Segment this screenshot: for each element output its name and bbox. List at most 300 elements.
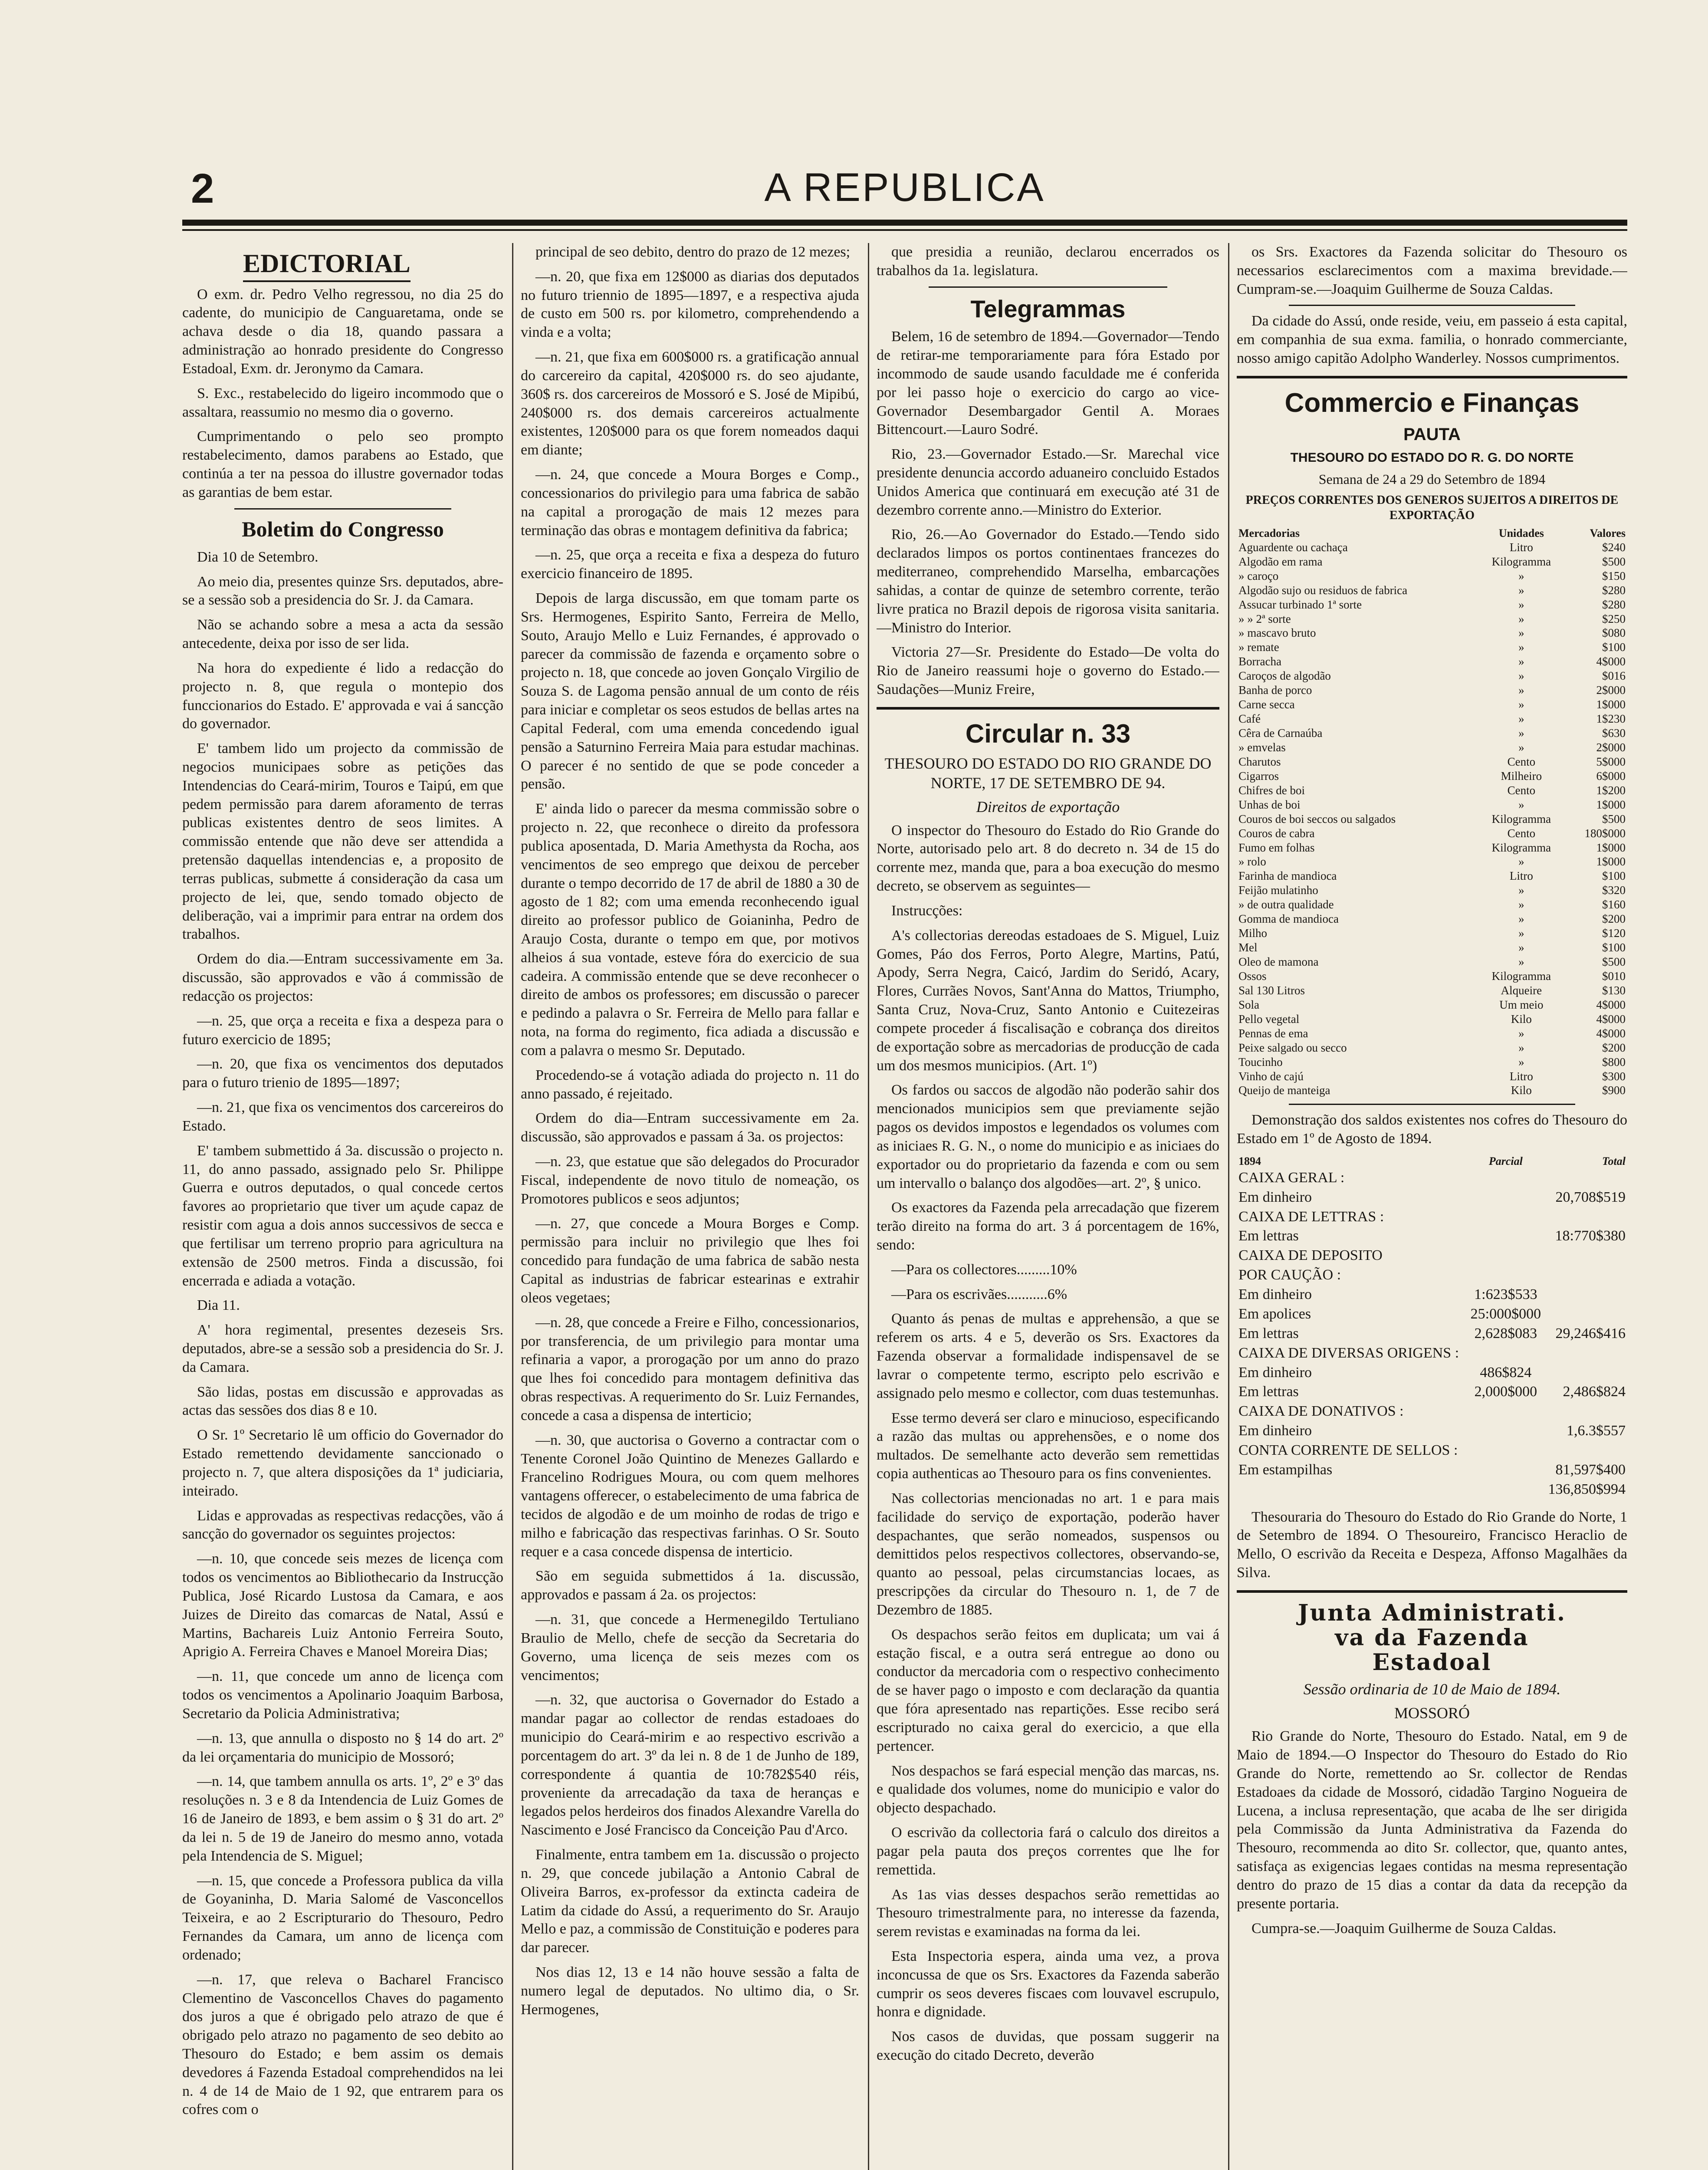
paragraph: Depois de larga discussão, em que tomam parte os Srs. Hermogenes, Espirito Santo, Ferreira de Mello, Souto, Araujo Mello e Luiz Fernandes, é approvado o parecer da commissão de fazenda e orçamento sobre o projecto n. 18, que concede ao joven Gonçalo Virgilio de Souza S. de Lagoma pensão annual de um conto de réis para iniciar e completar os seos estudos de bellas artes na Capital Federal, com uma emenda concedendo igual pensão a Saturnino Ferreira Maia para estudar machinas. O parecer é no sentido de que se pode conceder a pensão.	[521, 590, 859, 792]
paragraph: Rio, 23.—Governador Estado.—Sr. Marechal vice presidente denuncia accordo aduaneiro concluido Estados Unidos America que continuará em execução até 31 de dezembro corrente anno.—Ministro do Exterior.	[877, 446, 1219, 518]
table-cell: POR CAUÇÃO :	[1238, 1267, 1341, 1283]
table-cell: Couros de boi seccos ou salgados	[1238, 812, 1396, 825]
column-divider	[868, 243, 869, 2170]
table-cell: 1$000	[1596, 841, 1626, 854]
table-cell: »	[1518, 727, 1524, 740]
section-separator	[1237, 1590, 1627, 1593]
paragraph: Nos dias 12, 13 e 14 não houve sessão a falta de numero legal de deputados. No ultimo dia, o Sr. Hermogenes,	[521, 1964, 859, 2018]
junta-heading	[1237, 1601, 1627, 1675]
table-cell: CAIXA GERAL :	[1238, 1169, 1345, 1186]
finance-table	[1237, 1154, 1627, 1499]
table-cell: 1$000	[1596, 855, 1626, 868]
paragraph: Instrucções:	[891, 902, 963, 919]
telegrams-body	[877, 328, 1219, 699]
paragraph: Nos despachos se fará especial menção das marcas, ns. e qualidade dos volumes, nome do municipio e valor do objecto despachado.	[877, 1762, 1219, 1816]
paragraph: —n. 13, que annulla o disposto no § 14 do art. 2º da lei orçamentaria do municipio de Mossoró;	[182, 1730, 503, 1765]
table-cell: Em apolices	[1238, 1305, 1311, 1322]
table-row	[1237, 1402, 1627, 1421]
table-cell: »	[1518, 669, 1524, 683]
page-number: 2	[191, 165, 214, 212]
junta-session: Sessão ordinaria de 10 de Maio de 1894.	[1303, 1680, 1561, 1698]
editorial-body	[182, 286, 503, 502]
table-row	[1237, 1069, 1627, 1084]
table-cell: Chifres de boi	[1238, 783, 1305, 797]
table-cell: Em dinheiro	[1238, 1286, 1312, 1303]
column-2	[521, 243, 859, 2170]
table-cell: 4$000	[1596, 1012, 1626, 1026]
finance-col-header: 1894	[1238, 1155, 1261, 1168]
table-cell	[1544, 1168, 1627, 1188]
table-cell	[1468, 1402, 1544, 1421]
table-row	[1237, 598, 1627, 612]
table-cell: $800	[1602, 1055, 1626, 1069]
paragraph: Esta Inspectoria espera, ainda uma vez, a prova inconcussa de que os Srs. Exactores da Fazenda saberão cumprir os seos deveres fiscaes com louvavel escrupulo, honra e dignidade.	[877, 1948, 1219, 2020]
section-separator	[1289, 305, 1575, 306]
table-row	[1237, 1168, 1627, 1188]
paragraph: —n. 25, que orça a receita e fixa a despeza para o futuro exercicio de 1895;	[182, 1013, 503, 1048]
paragraph: —n. 23, que estatue que são delegados do Procurador Fiscal, independente de novo titulo de nomeação, os Promotores publicos e seos adjuntos;	[521, 1154, 859, 1207]
paragraph: —n. 28, que concede a Freire e Filho, concessionarios, por transferencia, de um privilegio para montar uma refinaria a vapor, a prorogação por um anno do prazo que lhes foi concedido para montagem definitiva das obras respectivas. A requerimento do Sr. Luiz Fernandes, concede a casa a dispensa de interticio;	[521, 1314, 859, 1424]
table-cell: » emvelas	[1238, 740, 1286, 754]
table-row	[1237, 1083, 1627, 1098]
table-cell	[1468, 1207, 1544, 1227]
table-row	[1237, 869, 1627, 883]
junta-body	[1237, 1727, 1627, 1938]
table-cell: 20,708$519	[1555, 1189, 1626, 1205]
table-row	[1237, 912, 1627, 926]
section-separator	[234, 508, 451, 510]
table-cell	[1544, 1305, 1627, 1324]
paragraph: São em seguida submettidos á 1a. discussão, approvados e passam á 2a. os projectos:	[521, 1568, 859, 1603]
paragraph: —n. 14, que tambem annulla os arts. 1º, 2º e 3º das resoluções n. 3 e 8 da Intendencia de Luiz Gomes de 16 de Janeiro de 1893, e bem assim o § 31 do art. 2º da lei n. 5 de 19 de Janeiro do mesmo anno, votada pela Intendencia de S. Miguel;	[182, 1773, 503, 1864]
table-cell: $150	[1602, 569, 1626, 582]
table-cell: $900	[1602, 1084, 1626, 1097]
paragraph: Esse termo deverá ser claro e minucioso, especificando a razão das multas ou apprehensões, e o nome dos multados. De semelhante acto deverão sem remettidas copia authenticas ao Thesouro para os fins convenientes.	[877, 1410, 1219, 1482]
paragraph: Ao meio dia, presentes quinze Srs. deputados, abre-se a sessão sob a presidencia do Sr. J. da Camara.	[182, 573, 503, 608]
table-row	[1237, 654, 1627, 669]
paragraph: Nos casos de duvidas, que possam suggerir na execução do citado Decreto, deverão	[877, 2029, 1219, 2064]
table-cell: Em dinheiro	[1238, 1189, 1312, 1205]
table-cell: 25:000$000	[1470, 1305, 1541, 1322]
paragraph: O exm. dr. Pedro Velho regressou, no dia 25 do cadente, do municipio de Canguaretama, onde se achava desde o dia 18, quando passara a administração ao honrado presidente do Congresso Estadoal, Exm. dr. Jeronymo da Camara.	[182, 286, 503, 377]
table-cell	[1544, 1441, 1627, 1460]
finance-rows	[1237, 1168, 1627, 1499]
table-cell: $160	[1602, 898, 1626, 911]
paragraph: —n. 30, que auctorisa o Governo a contractar com o Tenente Coronel João Quintino de Menezes Gallardo e Francelino Rodrigues Moura, ou com quem melhores vantagens offerecer, o estabelecimento de uma fabrica de tecidos de algodão e de um moinho de rodas de trigo e milho e fabricação das respectivas farinhas. O Sr. Souto requer e a casa concede dispensa de interticio.	[521, 1432, 859, 1560]
table-cell: Fumo em folhas	[1238, 841, 1315, 854]
table-cell: Kilogramma	[1491, 812, 1551, 825]
pauta-table	[1237, 526, 1627, 1098]
table-cell: Algodão em rama	[1238, 555, 1323, 568]
pauta-subheading: THESOURO DO ESTADO DO R. G. DO NORTE	[1290, 450, 1574, 465]
table-cell: CAIXA DE LETTRAS :	[1238, 1208, 1384, 1225]
section-separator	[877, 707, 1219, 710]
table-cell: 4$000	[1596, 998, 1626, 1011]
paragraph: As 1as vias desses despachos serão remettidas ao Thesouro trimestralmente para, no interesse da fazenda, serem revistas e examinadas na forma da lei.	[877, 1886, 1219, 1940]
paragraph: —n. 15, que concede a Professora publica da villa de Goyaninha, D. Maria Salomé de Vasconcellos Teixeira, e ao 2 Escripturario do Thesouro, Pedro Fernandes da Camara, um anno de licença com ordenado;	[182, 1872, 503, 1963]
table-row	[1237, 898, 1627, 912]
pauta-col-header: Unidades	[1498, 527, 1544, 540]
table-cell: » » 2ª sorte	[1238, 612, 1291, 625]
table-cell: Banha de porco	[1238, 684, 1312, 697]
column-3	[877, 243, 1219, 2170]
table-cell	[1544, 1402, 1627, 1421]
paragraph: Os despachos serão feitos em duplicata; um vai á estação fiscal, e a outra será entregue ao dono ou conductor da mercadoria com o respectivo conhecimento de se haver pago o imposto e com declaração da quantia que fóra apresentado nas repartições. Esse recibo será escripturado no caixa geral do exercicio, a que ella pertencer.	[877, 1626, 1219, 1754]
table-cell: Cento	[1507, 826, 1536, 840]
masthead	[182, 165, 1627, 217]
table-row	[1237, 569, 1627, 583]
paragraph: —Para os collectores.........10%	[891, 1261, 1077, 1278]
junta-heading-line: Junta Administrati.	[1297, 1599, 1567, 1626]
column-1	[182, 243, 503, 2170]
table-cell: »	[1518, 898, 1524, 911]
paragraph: S. Exc., restabelecido do ligeiro incommodo que o assaltara, reassumio no mesmo dia o governo.	[182, 385, 503, 420]
paragraph: —n. 17, que releva o Bacharel Francisco Clementino de Vasconcellos Chaves do pagamento dos juros a que é obrigado pelo atrazo de que é obrigado pelo atrazo no pagamento de seo debito ao Thesouro do Estado; e bem assim os demais devedores á Fazenda Estadoal comprehendidos na lei n. 4 de 14 de Maio de 1 92, que entrarem para os cofres com o	[182, 1971, 503, 2118]
table-cell: $080	[1602, 626, 1626, 640]
paragraph: Não se achando sobre a mesa a acta da sessão antecedente, deixa por isso de ser lida.	[182, 617, 503, 652]
paragraph: Rio, 26.—Ao Governador do Estado.—Tendo sido declarados limpos os portos continentaes francezes do mediterraneo, comprehendido Marselha, embarcações sahidas, a contar de quinze de setembro corrente, terão livre pratica no Brazil depois de rigorosa visita sanitaria.—Ministro do Interior.	[877, 526, 1219, 636]
table-cell: »	[1518, 1055, 1524, 1069]
table-cell	[1468, 1480, 1544, 1499]
table-cell: 5$000	[1596, 755, 1626, 768]
table-cell: » de outra qualidade	[1238, 898, 1334, 911]
table-cell: Vinho de cajú	[1238, 1069, 1304, 1083]
table-row	[1237, 841, 1627, 855]
table-cell: Cêra de Carnaúba	[1238, 727, 1323, 740]
table-cell: »	[1518, 740, 1524, 754]
table-cell: 1:623$533	[1474, 1286, 1537, 1303]
table-cell: $500	[1602, 555, 1626, 568]
paragraph: E' ainda lido o parecer da mesma commissão sobre o projecto n. 22, que reconhece o direito da professora publica aposentada, D. Maria Amethysta da Rocha, aos vencimentos de seo emprego que deixou de perceber durante o tempo decorrido de 17 de abril de 1880 a 30 de agosto de 1 82; com uma emenda reconhecendo igual direito ao professor publico de Goianinha, Pedro de Araujo Costa, durante o tempo em que, por motivos alheios á sua vontade, esteve fóra do exercicio de sua cadeira. A commissão entende que se deve reconhecer o direito de ambos os professores; em discussão o parecer e pedindo a palavra o Sr. Ferreira de Mello para fallar e nota, na forma do regimento, fica adiada a discussão e com a palavra o mesmo Sr. Deputado.	[521, 801, 859, 1059]
table-cell: 2,000$000	[1474, 1384, 1537, 1400]
table-cell: Ossos	[1238, 969, 1267, 983]
table-row	[1237, 697, 1627, 712]
paragraph: —n. 25, que orça a receita e fixa a despeza do futuro exercicio financeiro de 1895.	[521, 547, 859, 582]
table-cell	[1544, 1363, 1627, 1383]
paragraph: Os fardos ou saccos de algodão não poderão sahir dos mencionados municipios sem que previamente sejão pagos os devidos impostos e legendados os volumes com as iniciaes R. G. N., o nome do municipio e as iniciaes do exportador ou do proprietario da fazenda e com ou sem um intervallo o balanço dos algodões—art. 2º, § unico.	[877, 1082, 1219, 1191]
table-cell: Em dinheiro	[1238, 1423, 1312, 1439]
paragraph: —n. 21, que fixa os vencimentos dos carcereiros do Estado.	[182, 1099, 503, 1134]
table-cell: Litro	[1509, 1069, 1533, 1083]
column-4	[1237, 243, 1627, 2170]
pauta-week: Semana de 24 a 29 do Setembro de 1894	[1318, 471, 1546, 487]
table-row	[1237, 1026, 1627, 1041]
paragraph: São lidas, postas em discussão e approvadas as actas das sessões dos dias 8 e 10.	[182, 1384, 503, 1419]
table-cell: Toucinho	[1238, 1055, 1283, 1069]
table-cell: 2,486$824	[1563, 1384, 1626, 1400]
paragraph: Dia 10 de Setembro.	[197, 549, 319, 565]
table-cell: Litro	[1509, 540, 1533, 554]
table-cell: 6$000	[1596, 769, 1626, 783]
table-cell: $200	[1602, 912, 1626, 926]
table-cell: Kilogramma	[1491, 969, 1551, 983]
table-cell: 1$230	[1596, 712, 1626, 726]
table-cell: »	[1518, 1041, 1524, 1054]
table-cell: Milho	[1238, 927, 1268, 940]
table-cell: 1$000	[1596, 698, 1626, 711]
junta-heading-line: Estadoal	[1372, 1649, 1492, 1676]
table-cell: Em estampilhas	[1238, 1461, 1333, 1478]
table-row	[1237, 1460, 1627, 1480]
paragraph: O escrivão da collectoria fará o calculo dos direitos a pagar pela pauta dos preços correntes que lhe for remettida.	[877, 1825, 1219, 1878]
table-cell: $010	[1602, 969, 1626, 983]
table-row	[1237, 1055, 1627, 1069]
table-row	[1237, 983, 1627, 998]
table-cell: 1,6.3$557	[1567, 1423, 1626, 1439]
congress-continued-body	[521, 243, 859, 2019]
paragraph: Os exactores da Fazenda pela arrecadação que fizerem terão direito na forma do art. 3 á porcentagem de 16%, sendo:	[877, 1200, 1219, 1253]
table-cell	[1544, 1246, 1627, 1266]
table-row	[1237, 940, 1627, 955]
table-cell	[1544, 1285, 1627, 1305]
paragraph: Quanto ás penas de multas e apprehensão, a que se referem os arts. 4 e 5, deverão os Srs. Exactores da Fazenda observar a formalidade indispensavel de se lavrar o competente termo, escripto pelo escrivão e assignado pelo mesmo e collector, com duas testemunhas.	[877, 1311, 1219, 1401]
table-cell: »	[1518, 884, 1524, 897]
table-cell: Café	[1238, 712, 1261, 726]
table-row	[1237, 1305, 1627, 1324]
table-cell: 180$000	[1584, 826, 1626, 840]
table-cell: Assucar turbinado 1ª sorte	[1238, 598, 1362, 611]
table-row	[1237, 1285, 1627, 1305]
table-cell: »	[1518, 855, 1524, 868]
table-row	[1237, 626, 1627, 640]
table-cell: Pello vegetal	[1238, 1012, 1300, 1026]
boletim-body	[182, 548, 503, 2120]
table-row	[1237, 740, 1627, 755]
table-cell: $500	[1602, 955, 1626, 969]
mossoro-heading: MOSSORÓ	[1394, 1704, 1470, 1722]
table-cell: $240	[1602, 540, 1626, 554]
table-cell: CAIXA DE DIVERSAS ORIGENS :	[1238, 1345, 1459, 1361]
table-cell: Oleo de mamona	[1238, 955, 1319, 969]
table-cell: »	[1518, 698, 1524, 711]
table-row	[1237, 755, 1627, 769]
section-separator	[1289, 1104, 1575, 1105]
table-cell: 81,597$400	[1555, 1461, 1626, 1478]
table-row	[1237, 955, 1627, 969]
finance-col-header: Total	[1602, 1155, 1626, 1168]
paragraph: —n. 10, que concede seis mezes de licença com todos os vencimentos ao Bibliothecario da Instrucção Publica, José Ricardo Lustosa da Camara, e aos Juizes de Direito das comarcas de Natal, Assú e Martins, Bachareis Luiz Antonio Ferreira Souto, Aprigio A. Ferreira Chaves e Manoel Moreira Dias;	[182, 1551, 503, 1660]
table-cell: »	[1518, 569, 1524, 582]
table-cell	[1468, 1266, 1544, 1285]
pauta-col-header: Mercadorias	[1238, 527, 1300, 540]
table-cell: »	[1518, 583, 1524, 597]
circular-topic: Direitos de exportação	[976, 798, 1120, 816]
table-cell: Cento	[1507, 755, 1536, 768]
pauta-note: PREÇOS CORRENTES DOS GENEROS SUJEITOS A DIREITOS DE EXPORTAÇÃO	[1245, 493, 1619, 522]
table-row	[1237, 969, 1627, 983]
table-cell: 18:770$380	[1555, 1228, 1626, 1244]
circular-body	[877, 822, 1219, 2065]
table-cell: Em lettras	[1238, 1384, 1299, 1400]
table-row	[1237, 540, 1627, 555]
table-row	[1237, 640, 1627, 654]
table-cell: »	[1518, 612, 1524, 625]
paragraph: Finalmente, entra tambem em 1a. discussão o projecto n. 29, que concede jubilação a Antonio Cabral de Oliveira Barros, ex-professor da extincta cadeira de Latim da cidade do Assú, a requerimento do Sr. Araujo Mello e paz, a commissão de Constituição e poderes para dar parecer.	[521, 1847, 859, 1956]
finance-col-header: Parcial	[1488, 1155, 1523, 1168]
paragraph: —n. 31, que concede a Hermenegildo Tertuliano Braulio de Mello, chefe de secção da Secretaria do Governo, uma licença de seis mezes com os vencimentos;	[521, 1611, 859, 1683]
table-row	[1237, 583, 1627, 598]
paragraph: Victoria 27—Sr. Presidente do Estado—De volta do Rio de Janeiro reassumi hoje o governo do Estado.—Saudações—Muniz Freire,	[877, 644, 1219, 698]
table-row	[1237, 883, 1627, 898]
table-cell: Gomma de mandioca	[1238, 912, 1339, 926]
table-cell	[1468, 1246, 1544, 1266]
table-row	[1237, 926, 1627, 940]
newspaper-title: A REPUBLICA	[764, 165, 1045, 210]
assu-notice: Da cidade do Assú, onde reside, veiu, em passeio á esta capital, em companhia de sua exma. familia, o honrado commerciante, nosso amigo capitão Adolpho Wanderley. Nossos cumprimentos.	[1237, 313, 1627, 367]
table-cell: Aguardente ou cachaça	[1238, 540, 1348, 554]
table-row	[1237, 726, 1627, 740]
table-cell: Feijão mulatinho	[1238, 884, 1318, 897]
table-cell: $300	[1602, 1069, 1626, 1083]
table-cell: $280	[1602, 598, 1626, 611]
table-row	[1237, 769, 1627, 783]
table-cell: 4$000	[1596, 1026, 1626, 1040]
table-row	[1237, 683, 1627, 697]
table-cell: »	[1518, 798, 1524, 811]
table-cell: Um meio	[1499, 998, 1544, 1011]
table-cell: Kilogramma	[1491, 555, 1551, 568]
table-row	[1237, 1226, 1627, 1246]
table-cell: Sola	[1238, 998, 1260, 1011]
paragraph: —n. 24, que concede a Moura Borges e Comp., concessionarios do privilegio para uma fabrica de sabão na capital a prorogação de mais 12 mezes para terminação das obras e montagem definitiva da fabrica;	[521, 467, 859, 539]
paragraph: —n. 27, que concede a Moura Borges e Comp. permissão para incluir no privilegio que lhes foi concedido para fundação de uma fabrica de sabão nesta Capital as industrias de fabricar estearinas e extrahir oleos vegetaes;	[521, 1215, 859, 1306]
editorial-heading: EDICTORIAL	[243, 247, 411, 282]
table-row	[1237, 1363, 1627, 1383]
section-separator	[1237, 376, 1627, 378]
table-cell	[1468, 1226, 1544, 1246]
junta-heading-line: va da Fazenda	[1335, 1624, 1529, 1651]
table-cell: Kilo	[1511, 1012, 1532, 1026]
table-cell: »	[1518, 626, 1524, 640]
table-cell: »	[1518, 927, 1524, 940]
table-cell	[1468, 1460, 1544, 1480]
paragraph: Lidas e approvadas as respectivas redacções, vão á sancção do governador os seguintes projectos:	[182, 1507, 503, 1542]
table-cell	[1544, 1207, 1627, 1227]
table-cell: Em lettras	[1238, 1228, 1299, 1244]
table-cell: »	[1518, 684, 1524, 697]
table-cell: Sal 130 Litros	[1238, 983, 1305, 997]
paragraph: os Srs. Exactores da Fazenda solicitar do Thesouro os necessarios esclarecimentos com a maxima brevidade.—Cumpram-se.—Joaquim Guilherme de Souza Caldas.	[1237, 244, 1627, 297]
paragraph: E' tambem submettido á 3a. discussão o projecto n. 11, do anno passado, assignado pelo Sr. Philippe Guerra e outros deputados, o qual concede certos favores ao proprietario que tiver um açude capaz de resistir com agua a dois annos successivos de secca e que fertilisar um terreno proprio para agricultura na extensão de 2500 metros. Finda a discussão, foi encerrada e adiada a votação.	[182, 1142, 503, 1289]
pauta-heading: PAUTA	[1403, 425, 1461, 444]
table-cell: Pennas de ema	[1238, 1026, 1308, 1040]
table-cell: Carne secca	[1238, 698, 1295, 711]
table-row	[1237, 798, 1627, 812]
table-cell: Cigarros	[1238, 769, 1279, 783]
table-cell: Mel	[1238, 941, 1258, 954]
paragraph: O Sr. 1º Secretario lê um officio do Governador do Estado remettendo devidamente sanccionado o projecto n. 7, que altera disposições da 1ª judiciaria, inteirado.	[182, 1427, 503, 1499]
table-cell: » caroço	[1238, 569, 1279, 582]
table-row	[1237, 998, 1627, 1012]
table-row	[1237, 1041, 1627, 1055]
table-cell	[1237, 1480, 1468, 1499]
table-row	[1237, 555, 1627, 569]
table-cell: » mascavo bruto	[1238, 626, 1316, 640]
table-cell: Alqueire	[1501, 983, 1542, 997]
table-cell: Cento	[1507, 783, 1536, 797]
table-row	[1237, 783, 1627, 798]
table-cell: Couros de cabra	[1238, 826, 1315, 840]
paragraph: Cumprimentando o pelo seo prompto restabelecimento, damos parabens ao Estado, que continúa a ter na pessoa do illustre governador todas as garantias de bem estar.	[182, 428, 503, 500]
paragraph: A's collectorias dereodas estadoaes de S. Miguel, Luiz Gomes, Páo dos Ferros, Porto Alegre, Martins, Patú, Apody, Serra Negra, Caicó, Jardim do Seridó, Acary, Flores, Currães Novos, Sant'Anna do Mattos, Triumpho, Santa Cruz, Nova-Cruz, Santo Antonio e Cuitezeiras compete proceder á fiscalisação e cobrança dos direitos de exportação sobre as mercadorias de producção de cada um dos mesmos municipios. (Art. 1º)	[877, 927, 1219, 1074]
paragraph: —Para os escrivães...........6%	[891, 1286, 1068, 1302]
paragraph: —n. 21, que fixa em 600$000 rs. a gratificação annual do carcereiro da capital, 420$000 rs. do seo ajudante, 360$ rs. dos carcereiros de Mossoró e S. José de Mipibú, 240$000 rs. dos demais carcereiros actualmente existentes, 120$000 para os que forem nomeados daqui em diante;	[521, 349, 859, 458]
table-cell	[1468, 1188, 1544, 1207]
table-cell: 2$000	[1596, 684, 1626, 697]
paragraph: O inspector do Thesouro do Estado do Rio Grande do Norte, autorisado pelo art. 8 do decreto n. 34 de 15 do corrente mez, manda que, para a boa execução do mesmo decreto, se observem as seguintes—	[877, 822, 1219, 894]
table-cell: »	[1518, 941, 1524, 954]
table-row	[1237, 1207, 1627, 1227]
table-row	[1237, 612, 1627, 626]
section-separator	[929, 286, 1167, 288]
table-cell: »	[1518, 598, 1524, 611]
masthead-rule-thin	[182, 229, 1627, 231]
paragraph: Procedendo-se á votação adiada do projecto n. 11 do anno passado, é rejeitado.	[521, 1067, 859, 1102]
table-row	[1237, 1421, 1627, 1441]
table-cell: Borracha	[1238, 655, 1281, 668]
table-cell: $100	[1602, 941, 1626, 954]
table-cell: »	[1518, 655, 1524, 668]
table-row	[1237, 1382, 1627, 1402]
thesouraria-signature: Thesouraria do Thesouro do Estado do Rio Grande do Norte, 1 de Setembro de 1894. O Thesoureiro, Francisco Heraclio de Mello, O escrivão da Receita e Despeza, Affonso Magalhães da Silva.	[1237, 1509, 1627, 1581]
table-cell: Charutos	[1238, 755, 1281, 768]
table-cell: 4$000	[1596, 655, 1626, 668]
table-cell: 29,246$416	[1555, 1325, 1626, 1341]
table-cell: $630	[1602, 727, 1626, 740]
paragraph: —n. 20, que fixa em 12$000 as diarias dos deputados no futuro triennio de 1895—1897, e a respectiva ajuda de custo em 500 rs. por kilometro, comprehendendo a vinda e a volta;	[521, 268, 859, 341]
table-cell: $130	[1602, 983, 1626, 997]
table-cell: Queijo de manteiga	[1238, 1084, 1330, 1097]
paragraph: A' hora regimental, presentes dezeseis Srs. deputados, abre-se a sessão sob a presidencia do Sr. J. da Camara.	[182, 1322, 503, 1375]
table-row	[1237, 826, 1627, 841]
table-cell: $280	[1602, 583, 1626, 597]
table-row	[1237, 669, 1627, 683]
demonstracao-text: Demonstração dos saldos existentes nos cofres do Thesouro do Estado em 1º de Agosto de 1894.	[1237, 1112, 1627, 1147]
table-cell: $016	[1602, 669, 1626, 683]
table-cell: Peixe salgado ou secco	[1238, 1041, 1347, 1054]
paragraph: —n. 32, que auctorisa o Governador do Estado a mandar pagar ao collector de rendas estadoaes do municipio do Ceará-mirim e ao respectivo escrivão a porcentagem do art. 3º da lei n. 8 de 1 de Junho de 189, correspondente á quantia de 10:782$540 réis, proveniente da arrecadação da taxa de heranças e legados pelos herdeiros dos finados Alexandre Varella do Nascimento e José Francisco da Conceição Pau d'Arco.	[521, 1692, 859, 1838]
table-cell: Unhas de boi	[1238, 798, 1301, 811]
paragraph: Dia 11.	[197, 1297, 240, 1314]
table-cell: »	[1518, 641, 1524, 654]
table-cell: $200	[1602, 1041, 1626, 1054]
column-divider	[1228, 243, 1229, 2170]
table-cell: » remate	[1238, 641, 1279, 654]
table-cell: $250	[1602, 612, 1626, 625]
table-cell: Litro	[1509, 869, 1533, 883]
table-row	[1237, 1324, 1627, 1344]
table-cell: CONTA CORRENTE DE SELLOS :	[1238, 1442, 1458, 1459]
table-row	[1237, 1344, 1627, 1363]
paragraph: Ordem do dia—Entram successivamente em 2a. discussão, são approvados e passam á 3a. os projectos:	[521, 1110, 859, 1145]
table-cell: Farinha de mandioca	[1238, 869, 1337, 883]
table-cell: 2,628$083	[1474, 1325, 1537, 1341]
table-cell: »	[1518, 1026, 1524, 1040]
table-cell: Em dinheiro	[1238, 1364, 1312, 1381]
column-divider	[512, 243, 513, 2170]
table-row	[1237, 1441, 1627, 1460]
paragraph: principal de seo debito, dentro do prazo de 12 mezes;	[535, 244, 851, 260]
table-row	[1237, 855, 1627, 869]
table-cell: »	[1518, 712, 1524, 726]
table-cell: »	[1518, 912, 1524, 926]
table-cell: $120	[1602, 927, 1626, 940]
paragraph: Na hora do expediente é lido a redacção do projecto n. 8, que regula o montepio dos funccionarios do Estado. E' approvada e vai á sancção do governador.	[182, 660, 503, 732]
commercio-heading: Commercio e Finanças	[1284, 388, 1580, 418]
paragraph: Ordem do dia.—Entram successivamente em 3a. discussão, são approvados e vão á commissão de redacção os projectos:	[182, 951, 503, 1004]
masthead-rule-thick	[182, 220, 1627, 226]
table-cell: 1$000	[1596, 798, 1626, 811]
